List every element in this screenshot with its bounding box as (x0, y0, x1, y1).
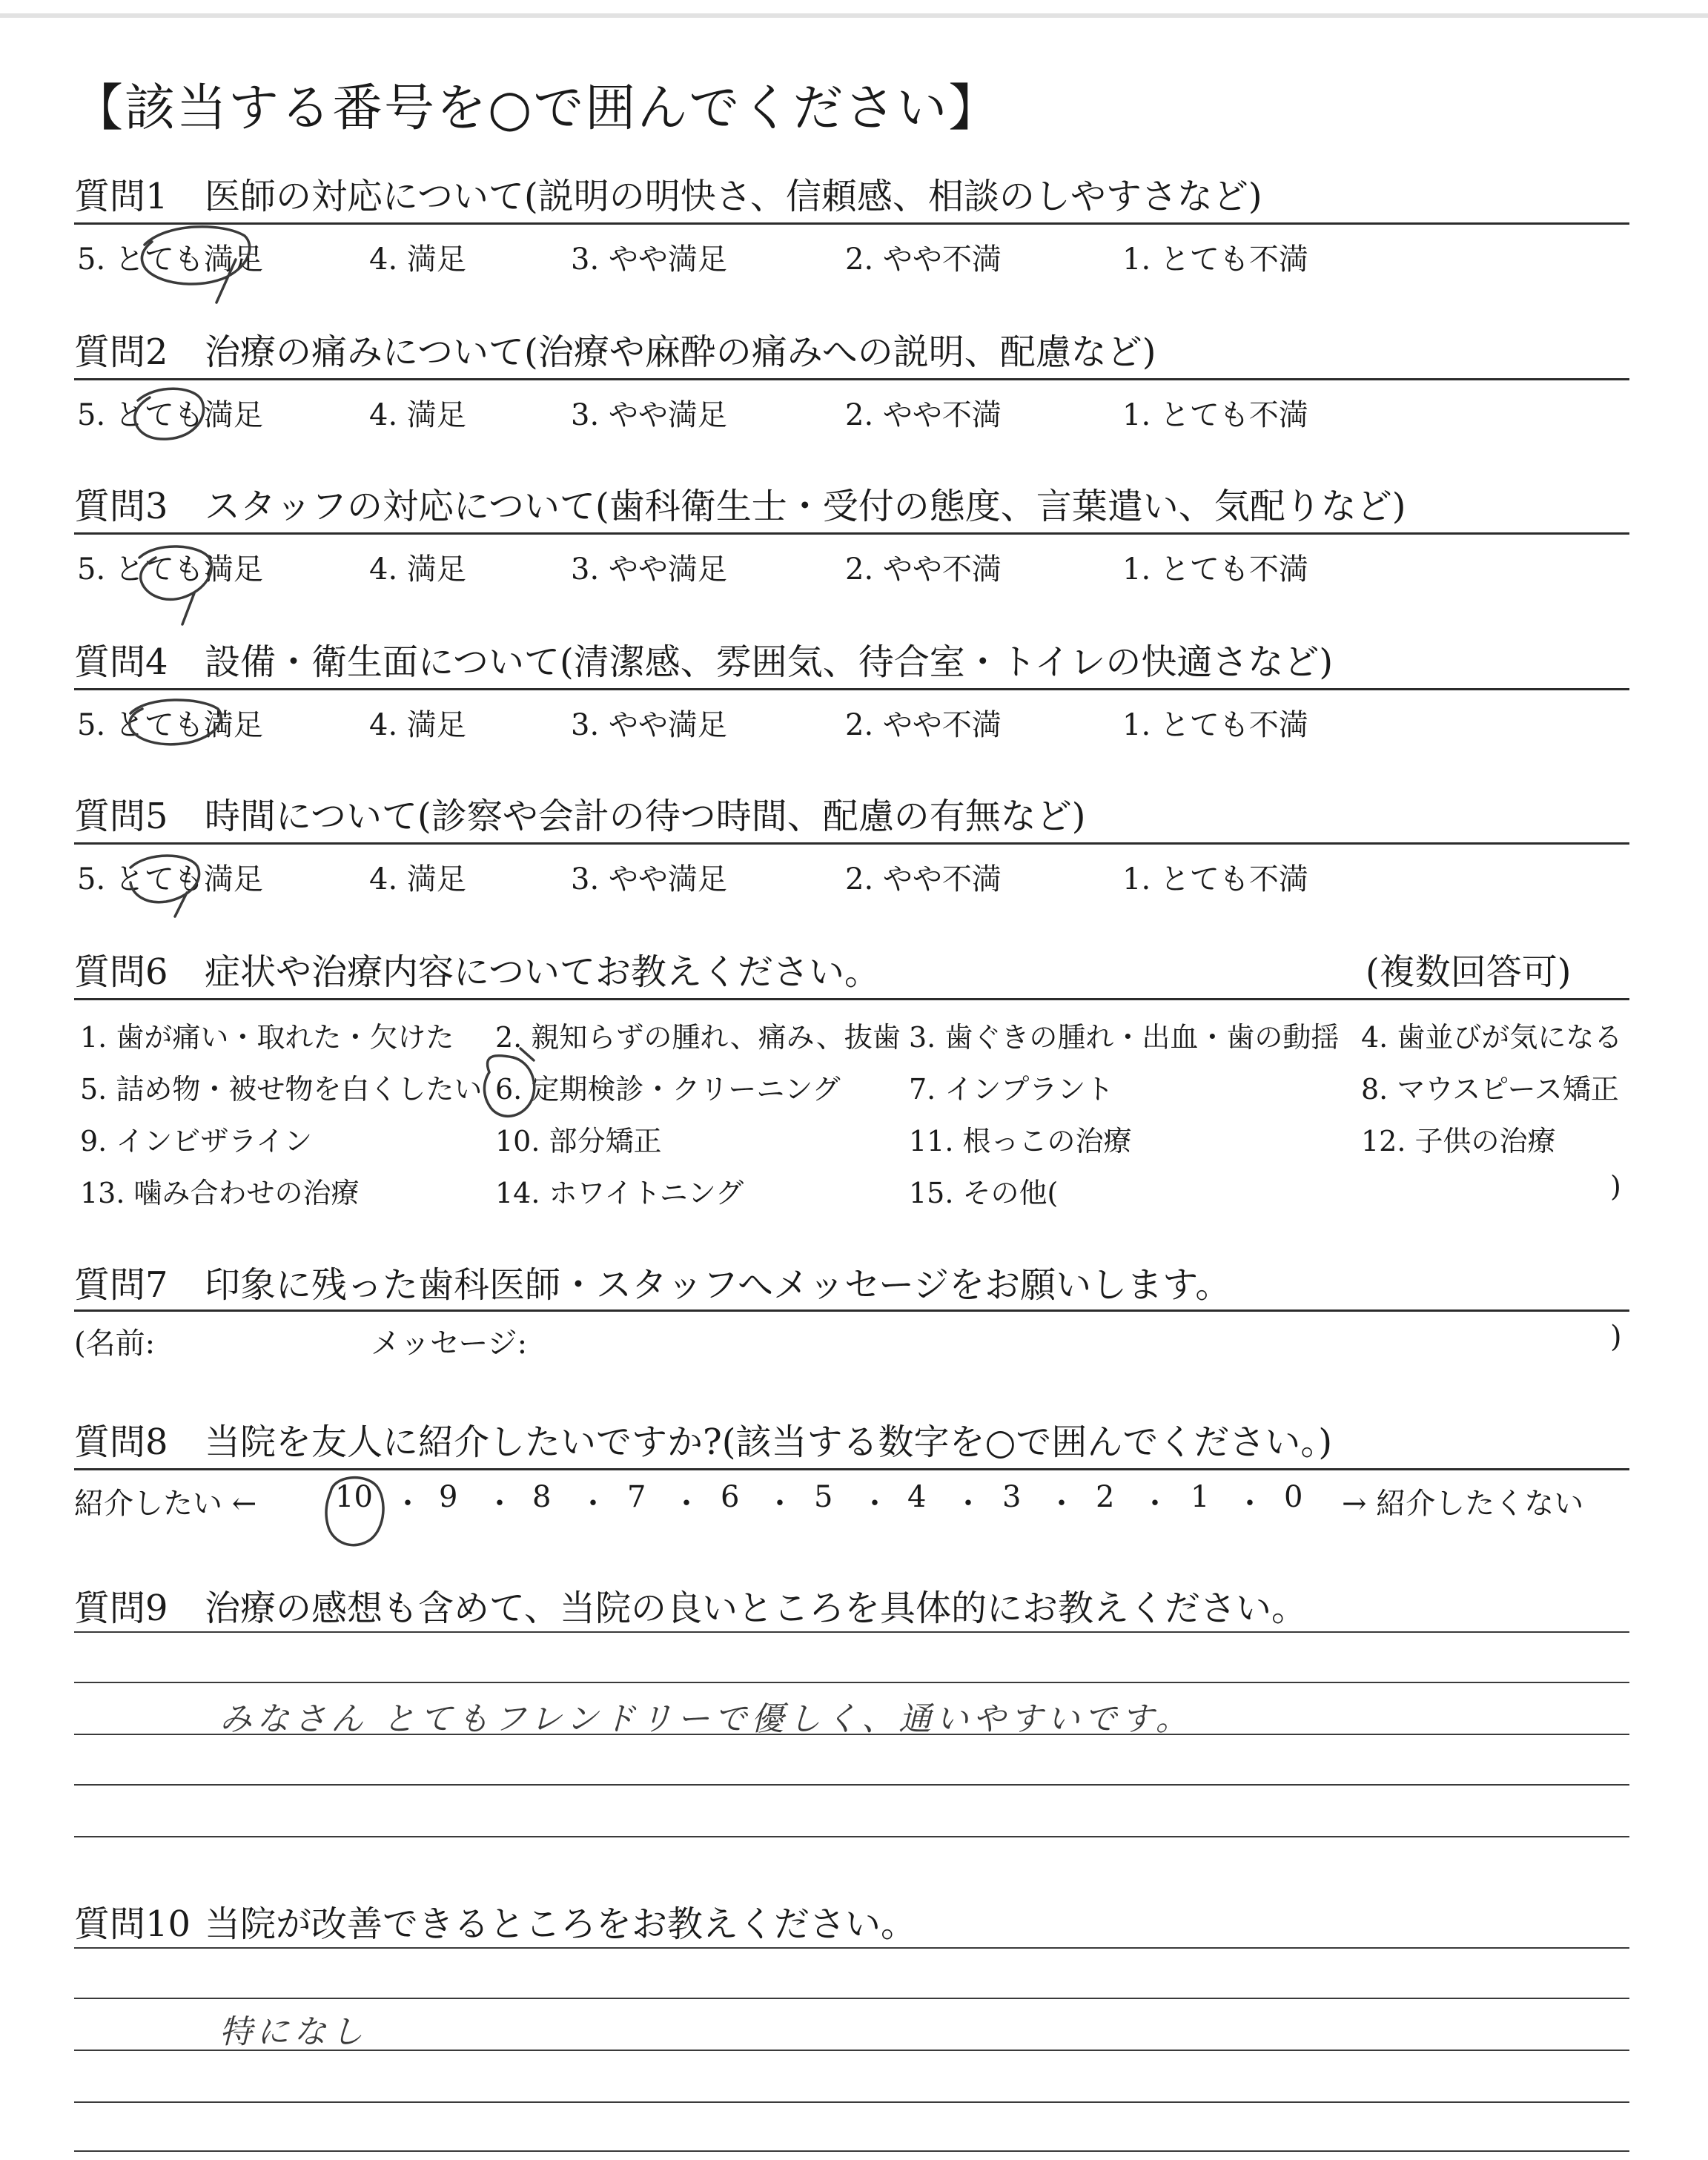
divider (74, 688, 1629, 690)
question-text: 当院が改善できるところをお教えください。 (205, 1903, 917, 1945)
q6-option-3[interactable]: 3. 歯ぐきの腫れ・出血・歯の動揺 (909, 1021, 1340, 1054)
q2-option-4[interactable]: 4. 満足 (369, 398, 466, 432)
q6-option-2[interactable]: 2. 親知らずの腫れ、痛み、抜歯 (495, 1021, 901, 1054)
q1-option-5[interactable]: 5. とても満足 (77, 242, 263, 277)
q6-option-5[interactable]: 5. 詰め物・被せ物を白くしたい (80, 1073, 483, 1106)
question-number: 質問1 (74, 176, 168, 217)
q4-option-5[interactable]: 5. とても満足 (77, 708, 263, 742)
answer-line (74, 1998, 1629, 1999)
q2-option-1[interactable]: 1. とても不満 (1122, 398, 1308, 432)
question-text: 治療の感想も含めて、当院の良いところを具体的にお教えください。 (205, 1588, 1308, 1629)
q5-option-4[interactable]: 4. 満足 (369, 862, 466, 896)
scale-10[interactable]: 10 (335, 1480, 373, 1514)
question-number: 質問5 (74, 796, 168, 837)
recommend-left-label: 紹介したい ← (74, 1487, 257, 1521)
q5-option-1[interactable]: 1. とても不満 (1122, 862, 1308, 896)
q3-option-5[interactable]: 5. とても満足 (77, 552, 263, 587)
q3-option-1[interactable]: 1. とても不満 (1122, 552, 1308, 587)
scale-dot: ・ (765, 1487, 795, 1521)
scale-2[interactable]: 2 (1096, 1480, 1115, 1514)
question-text: 設備・衛生面について(清潔感、雰囲気、待合室・トイレの快適さなど) (205, 641, 1334, 683)
answer-line (74, 2101, 1629, 2103)
scale-6[interactable]: 6 (721, 1480, 740, 1514)
q9-handwritten-answer[interactable]: みなさん とてもフレンドリーで優しく、通いやすいです。 (219, 1700, 1193, 1738)
message-field-label[interactable]: メッセージ: (371, 1327, 528, 1361)
question-number: 質問10 (74, 1903, 191, 1945)
answer-line (74, 1682, 1629, 1683)
q2-option-5[interactable]: 5. とても満足 (77, 398, 263, 432)
scale-dot: ・ (1140, 1487, 1170, 1521)
q10-handwritten-answer[interactable]: 特になし (219, 2013, 368, 2051)
q6-option-7[interactable]: 7. インプラント (909, 1073, 1114, 1106)
q6-option-12[interactable]: 12. 子供の治療 (1361, 1125, 1556, 1157)
question-text: 医師の対応について(説明の明快さ、信頼感、相談のしやすさなど) (205, 176, 1262, 217)
scale-dot: ・ (578, 1487, 608, 1521)
question-8 (74, 1413, 1332, 1464)
q2-option-3[interactable]: 3. やや満足 (571, 398, 727, 432)
scale-dot: ・ (1235, 1487, 1265, 1521)
scale-dot: ・ (953, 1487, 983, 1521)
divider (74, 532, 1629, 535)
q3-option-3[interactable]: 3. やや満足 (571, 552, 727, 587)
answer-line (74, 1631, 1629, 1633)
q4-option-3[interactable]: 3. やや満足 (571, 708, 727, 742)
question-text: 印象に残った歯科医師・スタッフへメッセージをお願いします。 (205, 1264, 1231, 1306)
scale-0[interactable]: 0 (1284, 1480, 1303, 1514)
question-9 (74, 1579, 1307, 1631)
answer-line (74, 2150, 1629, 2152)
question-number: 質問8 (74, 1421, 168, 1463)
q5-option-5[interactable]: 5. とても満足 (77, 862, 263, 896)
q1-option-4[interactable]: 4. 満足 (369, 242, 466, 277)
answer-line (74, 1784, 1629, 1786)
form-heading: 【該当する番号を○で囲んでください】 (73, 79, 1001, 138)
q6-option-6[interactable]: 6. 定期検診・クリーニング (495, 1073, 841, 1106)
divider (74, 998, 1629, 1000)
q5-option-2[interactable]: 2. やや不満 (845, 862, 1002, 896)
question-5 (74, 787, 1086, 839)
scale-5[interactable]: 5 (814, 1480, 833, 1514)
q4-option-4[interactable]: 4. 満足 (369, 708, 466, 742)
question-10 (74, 1895, 916, 1946)
scale-9[interactable]: 9 (439, 1480, 458, 1514)
answer-line (74, 1947, 1629, 1949)
q7-close-paren: ) (1610, 1320, 1622, 1354)
divider (74, 1468, 1629, 1470)
question-text: 症状や治療内容についてお教えください。 (205, 951, 881, 993)
q4-option-1[interactable]: 1. とても不満 (1122, 708, 1308, 742)
question-1 (74, 168, 1262, 219)
question-number: 質問4 (74, 641, 168, 683)
q1-option-3[interactable]: 3. やや満足 (571, 242, 727, 277)
q6-option-9[interactable]: 9. インビザライン (80, 1125, 313, 1157)
question-number: 質問3 (74, 486, 168, 527)
question-number: 質問9 (74, 1588, 168, 1629)
scale-7[interactable]: 7 (627, 1480, 646, 1514)
question-number: 質問6 (74, 951, 168, 993)
question-7 (74, 1256, 1231, 1307)
q6-option-4[interactable]: 4. 歯並びが気になる (1361, 1021, 1623, 1054)
scan-edge (0, 13, 1708, 18)
question-6 (74, 943, 880, 994)
q6-option-11[interactable]: 11. 根っこの治療 (909, 1125, 1132, 1157)
scale-dot: ・ (393, 1487, 423, 1521)
scale-1[interactable]: 1 (1191, 1480, 1210, 1514)
q6-other-close-paren: ) (1610, 1170, 1621, 1203)
q3-option-2[interactable]: 2. やや不満 (845, 552, 1002, 587)
question-2 (74, 323, 1156, 374)
q3-option-4[interactable]: 4. 満足 (369, 552, 466, 587)
question-text: 時間について(診察や会計の待つ時間、配慮の有無など) (205, 796, 1086, 837)
answer-line (74, 1836, 1629, 1837)
q1-option-1[interactable]: 1. とても不満 (1122, 242, 1308, 277)
q5-option-3[interactable]: 3. やや満足 (571, 862, 727, 896)
scale-3[interactable]: 3 (1002, 1480, 1022, 1514)
name-field-label[interactable]: (名前: (74, 1327, 156, 1361)
divider (74, 378, 1629, 380)
q6-option-1[interactable]: 1. 歯が痛い・取れた・欠けた (80, 1021, 454, 1054)
divider (74, 842, 1629, 845)
multiple-answer-note: (複数回答可) (1366, 951, 1572, 993)
recommend-right-label: → 紹介したくない (1342, 1487, 1584, 1521)
scale-dot: ・ (860, 1487, 890, 1521)
divider (74, 222, 1629, 225)
q2-option-2[interactable]: 2. やや不満 (845, 398, 1002, 432)
divider (74, 1309, 1629, 1312)
q4-option-2[interactable]: 2. やや不満 (845, 708, 1002, 742)
question-number: 質問2 (74, 331, 168, 373)
q6-option-10[interactable]: 10. 部分矯正 (495, 1125, 662, 1157)
question-number: 質問7 (74, 1264, 168, 1306)
scale-4[interactable]: 4 (907, 1480, 927, 1514)
q6-option-13[interactable]: 13. 噛み合わせの治療 (80, 1177, 360, 1209)
q6-option-14[interactable]: 14. ホワイトニング (495, 1177, 744, 1209)
scale-dot: ・ (485, 1487, 514, 1521)
question-text: 当院を友人に紹介したいですか?(該当する数字を○で囲んでください。) (205, 1421, 1333, 1463)
scale-dot: ・ (672, 1487, 701, 1521)
question-text: スタッフの対応について(歯科衛生士・受付の態度、言葉遣い、気配りなど) (205, 486, 1406, 527)
scale-8[interactable]: 8 (532, 1480, 552, 1514)
scale-dot: ・ (1047, 1487, 1076, 1521)
q1-option-2[interactable]: 2. やや不満 (845, 242, 1002, 277)
question-4 (74, 633, 1333, 684)
q6-option-15[interactable]: 15. その他( (909, 1177, 1059, 1209)
q6-option-8[interactable]: 8. マウスピース矯正 (1361, 1073, 1619, 1106)
question-3 (74, 478, 1406, 529)
question-text: 治療の痛みについて(治療や麻酔の痛みへの説明、配慮など) (205, 331, 1156, 373)
